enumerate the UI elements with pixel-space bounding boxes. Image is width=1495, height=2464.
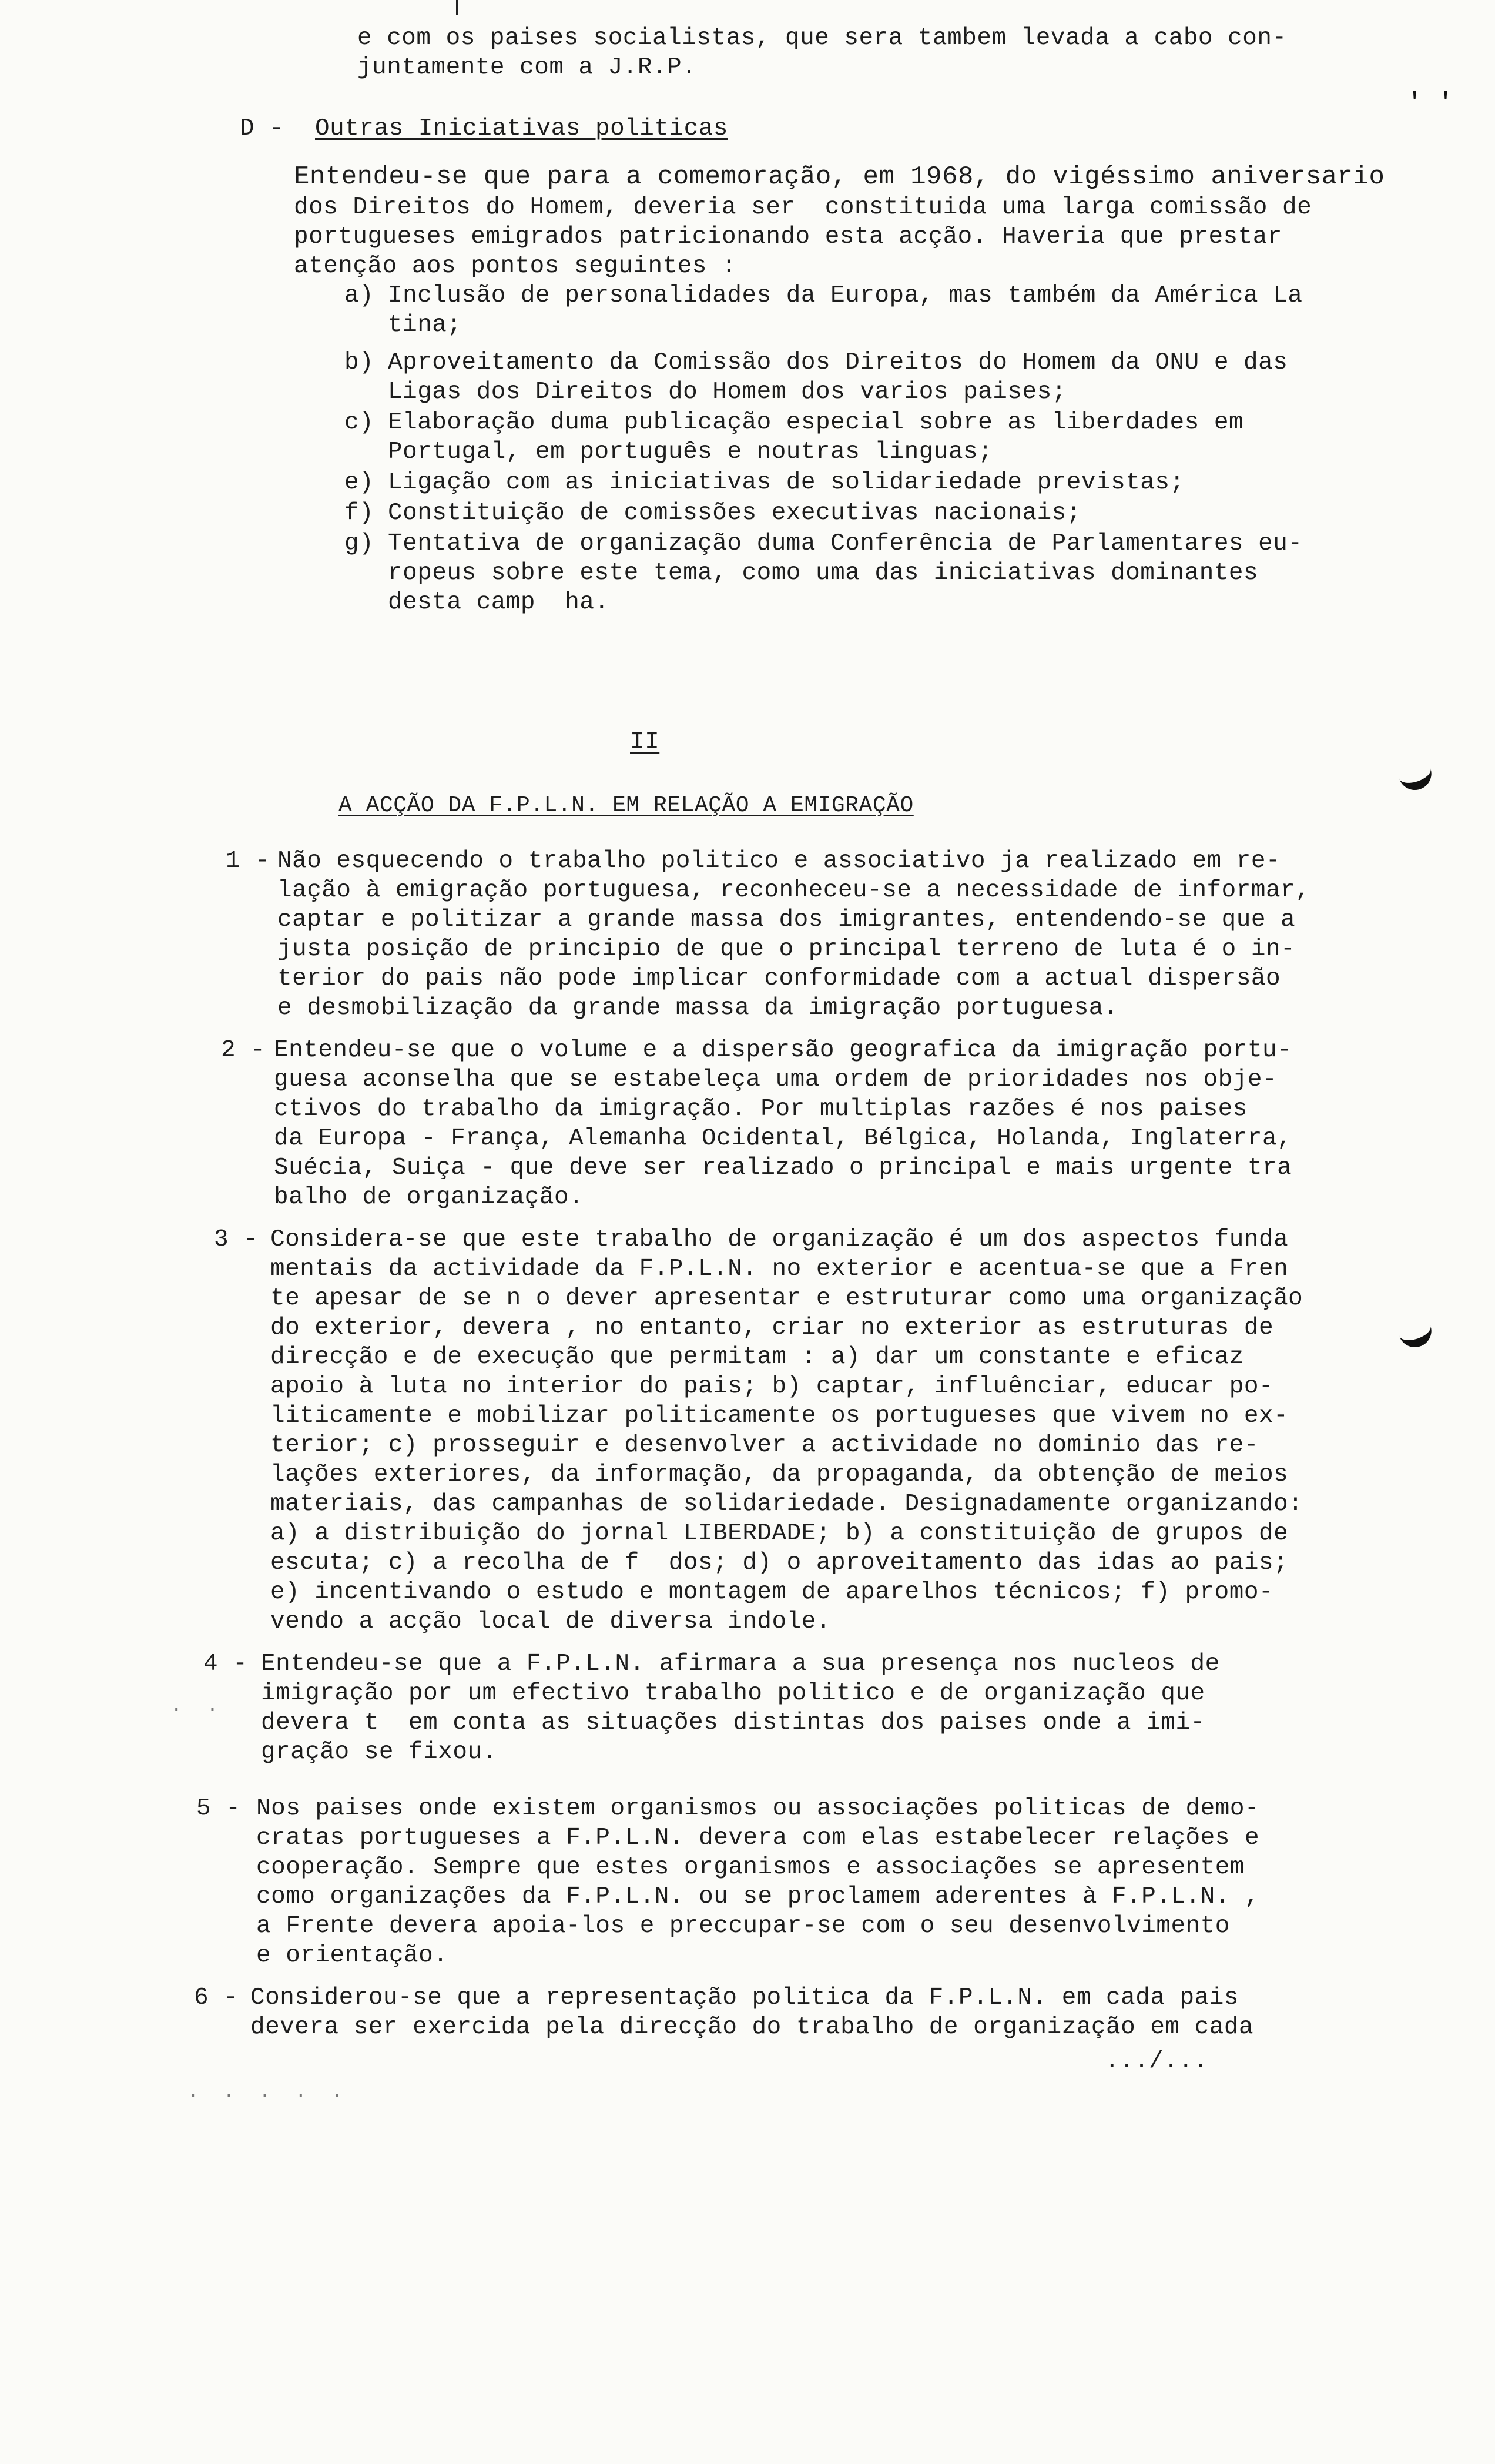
section-d-para-line: dos Direitos do Homem, deveria ser constituida uma larga comissão de	[294, 194, 1312, 221]
point-line: Entendeu-se que a F.P.L.N. afirmara a sua presença nos nucleos de	[261, 1651, 1220, 1678]
section-d-title: Outras Iniciativas politicas	[315, 115, 728, 142]
list-item-marker: b)	[344, 349, 374, 376]
point-line: imigração por um efectivo trabalho politico e de organização que	[261, 1680, 1205, 1707]
section-d-para-line: portugueses emigrados patricionando esta acção. Haveria que prestar	[294, 223, 1282, 250]
point-line: a Frente devera apoia-los e preccupar-se com o seu desenvolvimento	[256, 1913, 1230, 1940]
point-line: da Europa - França, Alemanha Ocidental, Bélgica, Holanda, Inglaterra,	[274, 1125, 1292, 1152]
list-item-marker: g)	[344, 530, 374, 557]
list-item-marker: e)	[344, 469, 374, 496]
continuation-mark: .../...	[1105, 2048, 1208, 2075]
list-item-marker: c)	[344, 409, 374, 436]
point-line: balho de organização.	[274, 1184, 584, 1211]
point-line: cooperação. Sempre que estes organismos e associações se apresentem	[256, 1854, 1245, 1881]
point-line: apoio à luta no interior do pais; b) captar, influênciar, educar po-	[270, 1373, 1274, 1400]
point-line: cratas portugueses a F.P.L.N. devera com elas estabelecer relações e	[256, 1824, 1260, 1852]
point-line: Suécia, Suiça - que deve ser realizado o principal e mais urgente tra	[274, 1154, 1292, 1181]
point-line: te apesar de se n o dever apresentar e estruturar como uma organização	[270, 1285, 1303, 1312]
point-line: liticamente e mobilizar politicamente os portugueses que vivem no ex-	[270, 1402, 1289, 1429]
list-item-text: Ligas dos Direitos do Homem dos varios paises;	[388, 379, 1067, 406]
intro-line-1: e com os paises socialistas, que sera tambem levada a cabo con-	[357, 25, 1287, 52]
point-line: e desmobilização da grande massa da imigração portuguesa.	[277, 995, 1118, 1022]
point-line: guesa aconselha que se estabeleça uma ordem de prioridades nos obje-	[274, 1066, 1278, 1093]
point-line: vendo a acção local de diversa indole.	[270, 1608, 831, 1635]
scan-speckle: . .	[170, 1695, 219, 1718]
point-number: 1 -	[226, 848, 270, 875]
list-item-text: desta camp ha.	[388, 589, 609, 616]
point-line: devera ser exercida pela direcção do trabalho de organização em cada	[250, 2014, 1254, 2041]
point-line: mentais da actividade da F.P.L.N. no exterior e acentua-se que a Fren	[270, 1256, 1289, 1283]
scan-speckle: . . . . .	[187, 2081, 343, 2103]
point-number: 4 -	[203, 1651, 248, 1678]
intro-line-2: juntamente com a J.R.P.	[357, 54, 697, 81]
point-line: Nos paises onde existem organismos ou associações politicas de demo-	[256, 1795, 1260, 1822]
punch-hole-mark	[1395, 1311, 1436, 1352]
point-line: justa posição de principio de que o principal terreno de luta é o in-	[277, 936, 1296, 963]
section-d-para-line: atenção aos pontos seguintes :	[294, 253, 737, 280]
point-line: gração se fixou.	[261, 1739, 497, 1766]
point-line: devera t em conta as situações distintas dos paises onde a imi-	[261, 1709, 1205, 1736]
list-item-text: Aproveitamento da Comissão dos Direitos do Homem da ONU e das	[388, 349, 1288, 376]
point-line: Considera-se que este trabalho de organização é um dos aspectos funda	[270, 1226, 1289, 1253]
point-line: ctivos do trabalho da imigração. Por multiplas razões é nos paises	[274, 1096, 1248, 1123]
point-line: escuta; c) a recolha de f dos; d) o aproveitamento das idas ao pais;	[270, 1549, 1289, 1576]
list-item-text: Portugal, em português e noutras linguas;	[388, 438, 993, 466]
point-line: direcção e de execução que permitam : a) dar um constante e eficaz	[270, 1344, 1244, 1371]
point-line: como organizações da F.P.L.N. ou se proclamem aderentes à F.P.L.N. ,	[256, 1883, 1260, 1910]
list-item-text: ropeus sobre este tema, como uma das iniciativas dominantes	[388, 560, 1259, 587]
point-line: lações exteriores, da informação, da propaganda, da obtenção de meios	[270, 1461, 1289, 1488]
point-line: a) a distribuição do jornal LIBERDADE; b) a constituição de grupos de	[270, 1520, 1289, 1547]
point-line: terior; c) prosseguir e desenvolver a actividade no dominio das re-	[270, 1432, 1259, 1459]
point-line: materiais, das campanhas de solidariedade. Designadamente organizando:	[270, 1491, 1303, 1518]
top-edge-mark	[456, 0, 458, 15]
point-number: 5 -	[196, 1795, 241, 1822]
section-ii-title: A ACÇÃO DA F.P.L.N. EM RELAÇÃO A EMIGRAÇÃO	[338, 793, 914, 818]
section-d-letter: D -	[240, 115, 284, 142]
list-item-text: Ligação com as iniciativas de solidariedade previstas;	[388, 469, 1185, 496]
section-ii-roman: II	[630, 729, 660, 756]
point-line: lação à emigração portuguesa, reconheceu-se a necessidade de informar,	[277, 877, 1310, 904]
section-d-para-line: Entendeu-se que para a comemoração, em 1968, do vigéssimo aniversario	[294, 162, 1385, 192]
point-line: captar e politizar a grande massa dos imigrantes, entendendo-se que a	[277, 906, 1296, 933]
point-line: terior do pais não pode implicar conformidade com a actual dispersão	[277, 965, 1281, 992]
point-line: Não esquecendo o trabalho politico e associativo ja realizado em re-	[277, 848, 1281, 875]
list-item-text: tina;	[388, 312, 462, 339]
list-item-marker: f)	[344, 500, 374, 527]
list-item-text: Inclusão de personalidades da Europa, mas também da América La	[388, 282, 1303, 309]
point-number: 6 -	[194, 1984, 239, 2011]
point-line: e) incentivando o estudo e montagem de aparelhos técnicos; f) promo-	[270, 1579, 1274, 1606]
list-item-text: Elaboração duma publicação especial sobre as liberdades em	[388, 409, 1244, 436]
point-number: 3 -	[214, 1226, 259, 1253]
point-line: do exterior, devera , no entanto, criar no exterior as estruturas de	[270, 1314, 1274, 1341]
point-line: e orientação.	[256, 1942, 448, 1969]
margin-mark: ' '	[1407, 88, 1454, 118]
list-item-marker: a)	[344, 282, 374, 309]
point-number: 2 -	[221, 1037, 266, 1064]
point-line: Considerou-se que a representação politica da F.P.L.N. em cada pais	[250, 1984, 1239, 2011]
point-line: Entendeu-se que o volume e a dispersão geografica da imigração portu-	[274, 1037, 1292, 1064]
list-item-text: Constituição de comissões executivas nacionais;	[388, 500, 1081, 527]
punch-hole-mark	[1395, 754, 1436, 795]
list-item-text: Tentativa de organização duma Conferência de Parlamentares eu-	[388, 530, 1303, 557]
